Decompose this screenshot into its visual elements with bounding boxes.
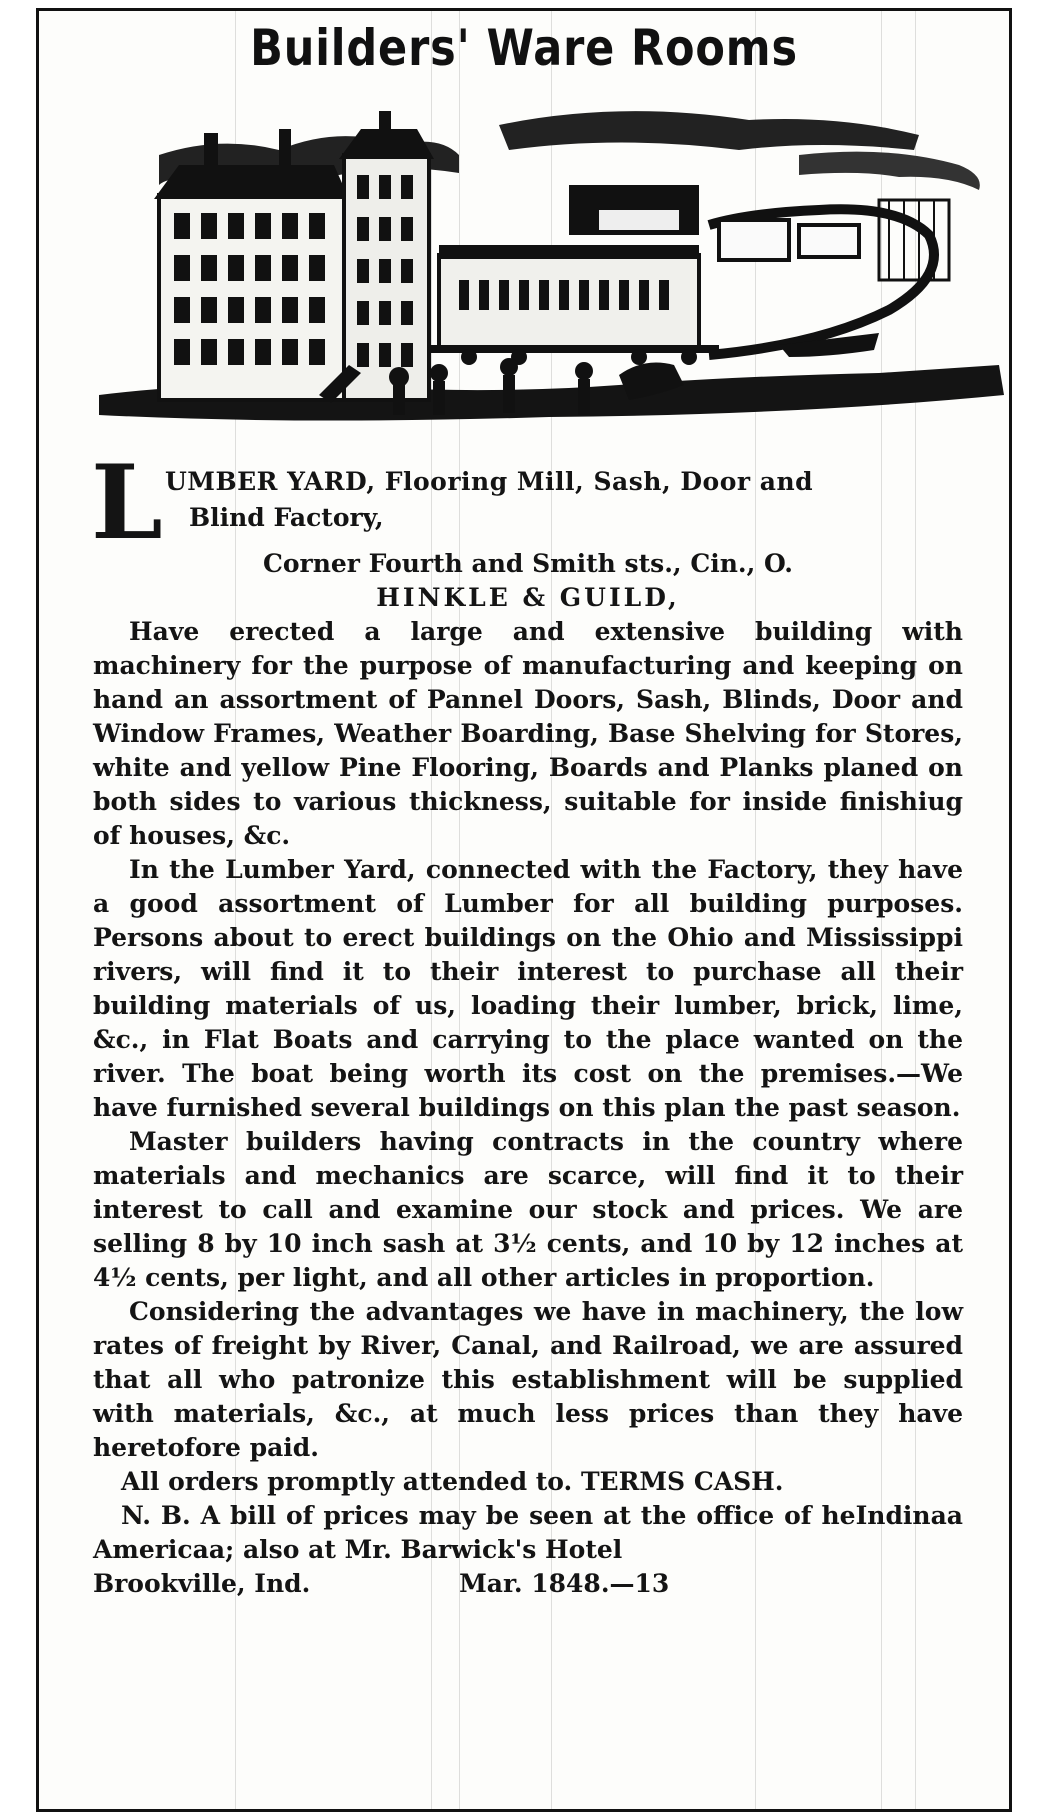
headline: Builders' Ware Rooms [250, 19, 798, 77]
lead-line-1: UMBER YARD, Flooring Mill, Sash, Door and [165, 467, 814, 496]
factory-scene-woodcut-icon [99, 95, 1012, 467]
paragraph-2: In the Lumber Yard, connected with the Factory, they have a good assortment of Lumber for all building purposes. Persons about to erect buildings on the Ohio and Mississippi rivers, will find it to their interest to purchase all their building materials of us, loading their lumber, brick, lime, &c., in Flat Boats and carrying to the place wanted on the river. The boat being worth its cost on the premises.—We have furnished several buildings on this plan the past season. [93, 855, 963, 1122]
paragraph-3: Master builders having contracts in the country where materials and mechanics are scarce, will find it to their interest to call and examine our stock and prices. We are selling 8 by 10 inch sash at 3½ cents, and 10 by 12 inches at 4½ cents, per light, and all other articles in proportion. [93, 1127, 963, 1292]
date-line: Mar. 1848.—13 [459, 1569, 670, 1598]
firm-name: HINKLE & GUILD, [376, 583, 680, 612]
lead-line-2: Blind Factory, [189, 503, 384, 532]
lead-block [91, 443, 963, 563]
paragraph-1: Have erected a large and extensive building with machinery for the purpose of manufacturing and keeping on hand an assortment of Pannel Doors, Sash, Blinds, Door and Window Frames, Weather Boarding, Base Shelving for Stores, white and yellow Pine Flooring, Boards and Planks planed on both sides to various thickness, suitable for inside finishiug of houses, &c. [93, 617, 963, 850]
paragraph-4: Considering the advantages we have in machinery, the low rates of freight by River, Canal, and Railroad, we are assured that all who patronize this establishment will be supplied with materials, &c., at much less prices than they have heretofore paid. [93, 1297, 963, 1462]
nota-bene: N. B. A bill of prices may be seen at the office of heIndinaa Americaa; also at Mr. Barwick's Hotel [93, 1501, 963, 1564]
address-line: Corner Fourth and Smith sts., Cin., O. [262, 549, 794, 578]
drop-cap: L [91, 443, 163, 563]
terms-line: All orders promptly attended to. TERMS CASH. [121, 1467, 784, 1496]
advertisement-body [91, 443, 963, 1601]
advertisement-frame [36, 8, 1012, 1812]
place-line: Brookville, Ind. [93, 1569, 311, 1598]
